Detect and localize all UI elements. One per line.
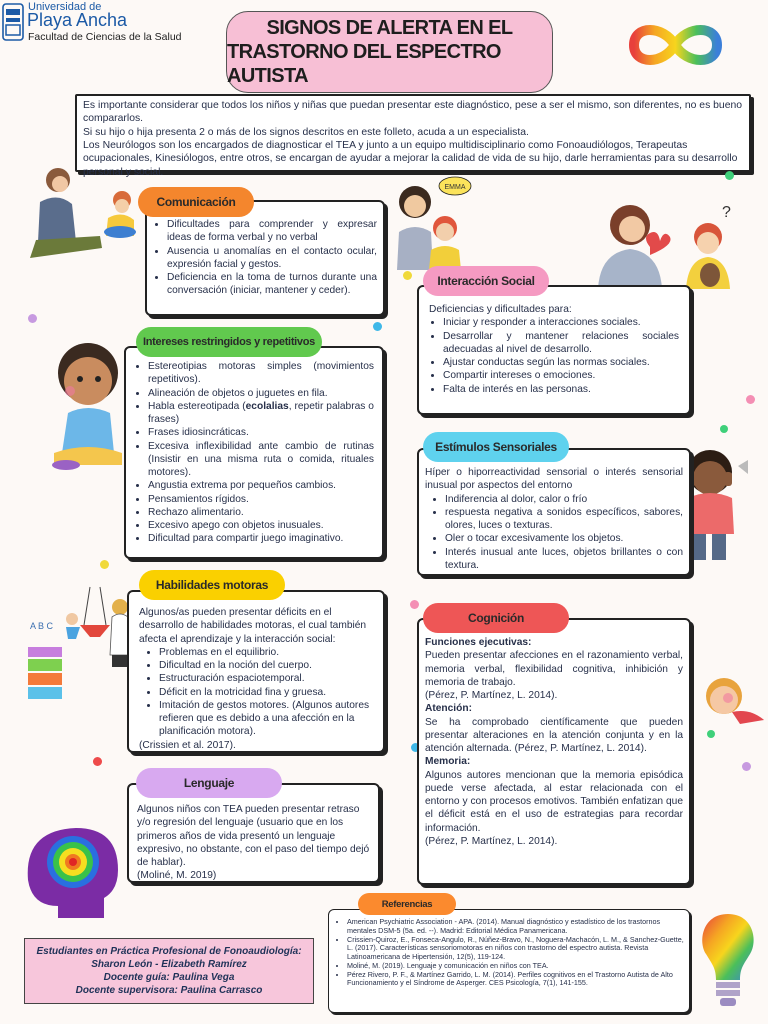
- cognicion-c1: (Pérez, P. Martínez, L. 2014).: [425, 690, 558, 701]
- item-bold-text: ecolalias: [245, 400, 289, 412]
- university-logo: [0, 0, 190, 46]
- list-item: [148, 400, 374, 427]
- logo-line2: Playa Ancha: [27, 10, 128, 30]
- credits-line4: Docente supervisora: Paulina Carrasco: [75, 985, 263, 996]
- title-line1: SIGNOS DE ALERTA EN EL: [266, 17, 513, 39]
- list-item: • Angustia extrema por pequeños cambios.: [148, 479, 374, 492]
- credits-line3: Docente guía: Paulina Vega: [103, 972, 235, 983]
- girls-illustration: [393, 172, 483, 272]
- list-item: • Desarrollar y mantener relaciones sociales adecuadas al nivel de desarrollo.: [443, 330, 679, 357]
- lightbulb-icon: [696, 912, 760, 1012]
- cognicion-h3: Memoria:: [425, 756, 471, 768]
- decor-dot: [28, 314, 37, 323]
- decor-dot: [746, 395, 755, 404]
- decor-dot: [93, 757, 102, 766]
- decor-dot: [100, 560, 109, 569]
- list-item: • Indiferencia al dolor, calor o frío: [445, 493, 683, 506]
- list-item: • Interés inusual ante luces, objetos brillantes o con textura.: [445, 546, 683, 573]
- cognicion-p2: Se ha comprobado científicamente que pueden presentar alteraciones en la atención conjunta y en la atención alternada. (Pérez, P. Martínez, L. 2014).: [425, 716, 683, 754]
- interaccion-heading: Interacción Social: [423, 266, 549, 296]
- list-item: • Crissien-Quiroz, E., Fonseca-Angulo, R., Núñez-Bravo, N., Noguera-Machacón, L. M., & Sanchez-Guette, L. (2017). Características sensoriomotoras en niños con trastorno del espectro autista. Revista Latinoamericana de Hipertensión, 12(5), 119-124.: [347, 936, 685, 962]
- list-item: • Iniciar y responder a interacciones sociales.: [443, 316, 679, 329]
- decor-dot: [725, 171, 734, 180]
- list-item: • Pensamientos rígidos.: [148, 493, 374, 506]
- item-text: , repetir palabras o frases): [148, 400, 374, 425]
- list-item: • Frases idiosincráticas.: [148, 426, 374, 439]
- list-item: • Oler o tocar excesivamente los objetos.: [445, 532, 683, 545]
- list-item: • Compartir intereses o emociones.: [443, 369, 679, 382]
- lenguaje-heading: Lenguaje: [136, 768, 282, 798]
- title-line2: TRASTORNO DEL ESPECTRO AUTISTA: [227, 41, 501, 87]
- list-item: • Falta de interés en las personas.: [443, 383, 679, 396]
- list-item: • Deficiencia en la toma de turnos durante una conversación (iniciar, mantener y ceder).: [167, 271, 377, 298]
- cognicion-h1: Funciones ejecutivas:: [425, 637, 532, 648]
- list-item: • Dificultades para comprender y expresar ideas de forma verbal y no verbal: [167, 218, 377, 245]
- lenguaje-text: Algunos niños con TEA pueden presentar retraso y/o regresión del lenguaje (usuario que en los primeros años de vida presentó un lenguaje expresivo, no obstante, con el paso del tiempo dejó de hablar).: [137, 804, 370, 868]
- child-lying-illustration: [694, 668, 766, 726]
- list-item: • Estereotipias motoras simples (movimientos repetitivos).: [148, 360, 374, 387]
- motoras-heading: Habilidades motoras: [139, 570, 285, 600]
- infinity-icon: [628, 20, 723, 70]
- logo-line3: Facultad de Ciencias de la Salud: [28, 31, 182, 43]
- list-item: • American Psychiatric Association - APA. (2014). Manual diagnóstico y estadístico de los trastornos mentales DSM-5 (5a. ed. --). Madrid: Editorial Médica Panamericana.: [347, 918, 685, 936]
- estimulos-heading: Estímulos Sensoriales: [423, 432, 569, 462]
- list-item: • Problemas en el equilibrio.: [159, 646, 375, 659]
- interaccion-box: [417, 285, 691, 415]
- list-item: • Pérez Rivero, P. F., & Martínez Garrido, L. M. (2014). Perfiles cognitivos en el Trastorno Autista de Alto Funcionamiento y el Síndrome de Asperger. CES Psicología, 7(1), 141-155.: [347, 971, 685, 989]
- credits-line2: Sharon León - Elizabeth Ramírez: [91, 959, 247, 970]
- comunicacion-heading: Comunicación: [138, 187, 254, 217]
- brain-head-illustration: [18, 820, 128, 920]
- referencias-heading: Referencias: [358, 893, 456, 915]
- list-item: • Déficit en la motricidad fina y gruesa.: [159, 686, 375, 699]
- referencias-box: [328, 909, 690, 1013]
- intereses-heading: Intereses restringidos y repetitivos: [136, 327, 322, 357]
- mother-child-illustration: [10, 162, 140, 270]
- intro-p3: Los Neurólogos son los encargados de diagnosticar el TEA y junto a un equipo multidisciplinario como Fonoaudiólogos, Terapeutas ocupacionales, Kinesiólogos, entre otros, se encargan de ayudar a mejorar la calidad de vida de su hijo, darle herramientas para su desarrollo personal y social.: [83, 139, 738, 178]
- page-title: [226, 11, 553, 93]
- cognicion-p3: Algunos autores mencionan que la memoria episódica puede verse afectada, al estar relacionada con el entorno y con procesos emotivos. También enfatizan que el déficit está en el uso de estrategias para recordar información.: [425, 769, 683, 834]
- list-item: • Dificultad para compartir juego imaginativo.: [148, 532, 374, 545]
- list-item: • Excesiva inflexibilidad ante cambio de rutinas (Insistir en una misma ruta o comida, rituales motores).: [148, 440, 374, 480]
- motoras-cite: (Crissien et al. 2017).: [139, 739, 236, 751]
- list-item: • Ajustar conductas según las normas sociales.: [443, 356, 679, 369]
- intro-p2: Si su hijo o hija presenta 2 o más de los signos descritos en este folleto, acuda a un especialista.: [83, 126, 529, 138]
- decor-dot: [742, 762, 751, 771]
- logo-line1: Universidad de: [28, 1, 102, 13]
- cognicion-c3: (Pérez, P. Martínez, L. 2014).: [425, 835, 558, 847]
- estimulos-box: [417, 448, 691, 576]
- intereses-box: [124, 346, 384, 559]
- decor-dot: [373, 322, 382, 331]
- lenguaje-cite: (Moliné, M. 2019): [137, 870, 217, 882]
- list-item: • Moliné, M. (2019). Lenguaje y comunicación en niños con TEA.: [347, 962, 685, 971]
- interaccion-intro: Deficiencias y dificultades para:: [429, 304, 572, 315]
- therapy-illustration: [20, 585, 140, 703]
- cognicion-box: [417, 618, 691, 885]
- list-item: • Estructuración espaciotemporal.: [159, 672, 375, 685]
- list-item: • Rechazo alimentario.: [148, 506, 374, 519]
- list-item: • Dificultad en la noción del cuerpo.: [159, 659, 375, 672]
- motoras-intro: Algunos/as pueden presentar déficits en el desarrollo de habilidades motoras, el cual también afecta el aprendizaje y la interacción social:: [139, 607, 367, 645]
- lenguaje-box: [127, 783, 380, 883]
- motoras-box: [127, 590, 385, 753]
- mother-daughter-illustration: [590, 197, 750, 292]
- item-text: Habla estereotipada (: [148, 400, 246, 412]
- decor-dot: [720, 425, 728, 433]
- credits-box: [24, 938, 314, 1004]
- cognicion-p1: Pueden presentar afecciones en el razonamiento verbal, memoria verbal, flexibilidad cognitiva, inhibición y memoria de trabajo.: [425, 650, 683, 688]
- svg-text:?: ?: [722, 204, 731, 221]
- cognicion-h2: Atención:: [425, 703, 472, 715]
- list-item: • Ausencia u anomalías en el contacto ocular, expresión facial y gestos.: [167, 245, 377, 272]
- list-item: • Excesivo apego con objetos inusuales.: [148, 519, 374, 532]
- estimulos-intro: Híper o hiporreactividad sensorial o interés sensorial inusual por aspectos del entorno: [425, 467, 683, 492]
- list-item: • Alineación de objetos o juguetes en fila.: [148, 387, 374, 400]
- child-sitting-illustration: [40, 335, 130, 470]
- decor-dot: [410, 600, 419, 609]
- cognicion-heading: Cognición: [423, 603, 569, 633]
- decor-dot: [707, 730, 715, 738]
- list-item: • Imitación de gestos motores. (Algunos autores refieren que es debido a una afección en la planificación motora).: [159, 699, 375, 739]
- university-seal-icon: [2, 3, 24, 41]
- comunicacion-box: [145, 200, 385, 316]
- intro-box: [75, 94, 751, 178]
- credits-line1: Estudiantes en Práctica Profesional de Fonoaudiología:: [36, 946, 302, 957]
- list-item: • respuesta negativa a sonidos específicos, sabores, olores, luces o texturas.: [445, 506, 683, 533]
- speech-bubble-text: EMMA: [444, 184, 466, 191]
- intro-p1: Es importante considerar que todos los niños y niñas que puedan presentar este diagnóstico, pese a ser el mismo, son diferentes, no es bueno compararlos.: [83, 100, 743, 125]
- decor-dot: [403, 271, 412, 280]
- abc-text: A B C: [30, 621, 54, 631]
